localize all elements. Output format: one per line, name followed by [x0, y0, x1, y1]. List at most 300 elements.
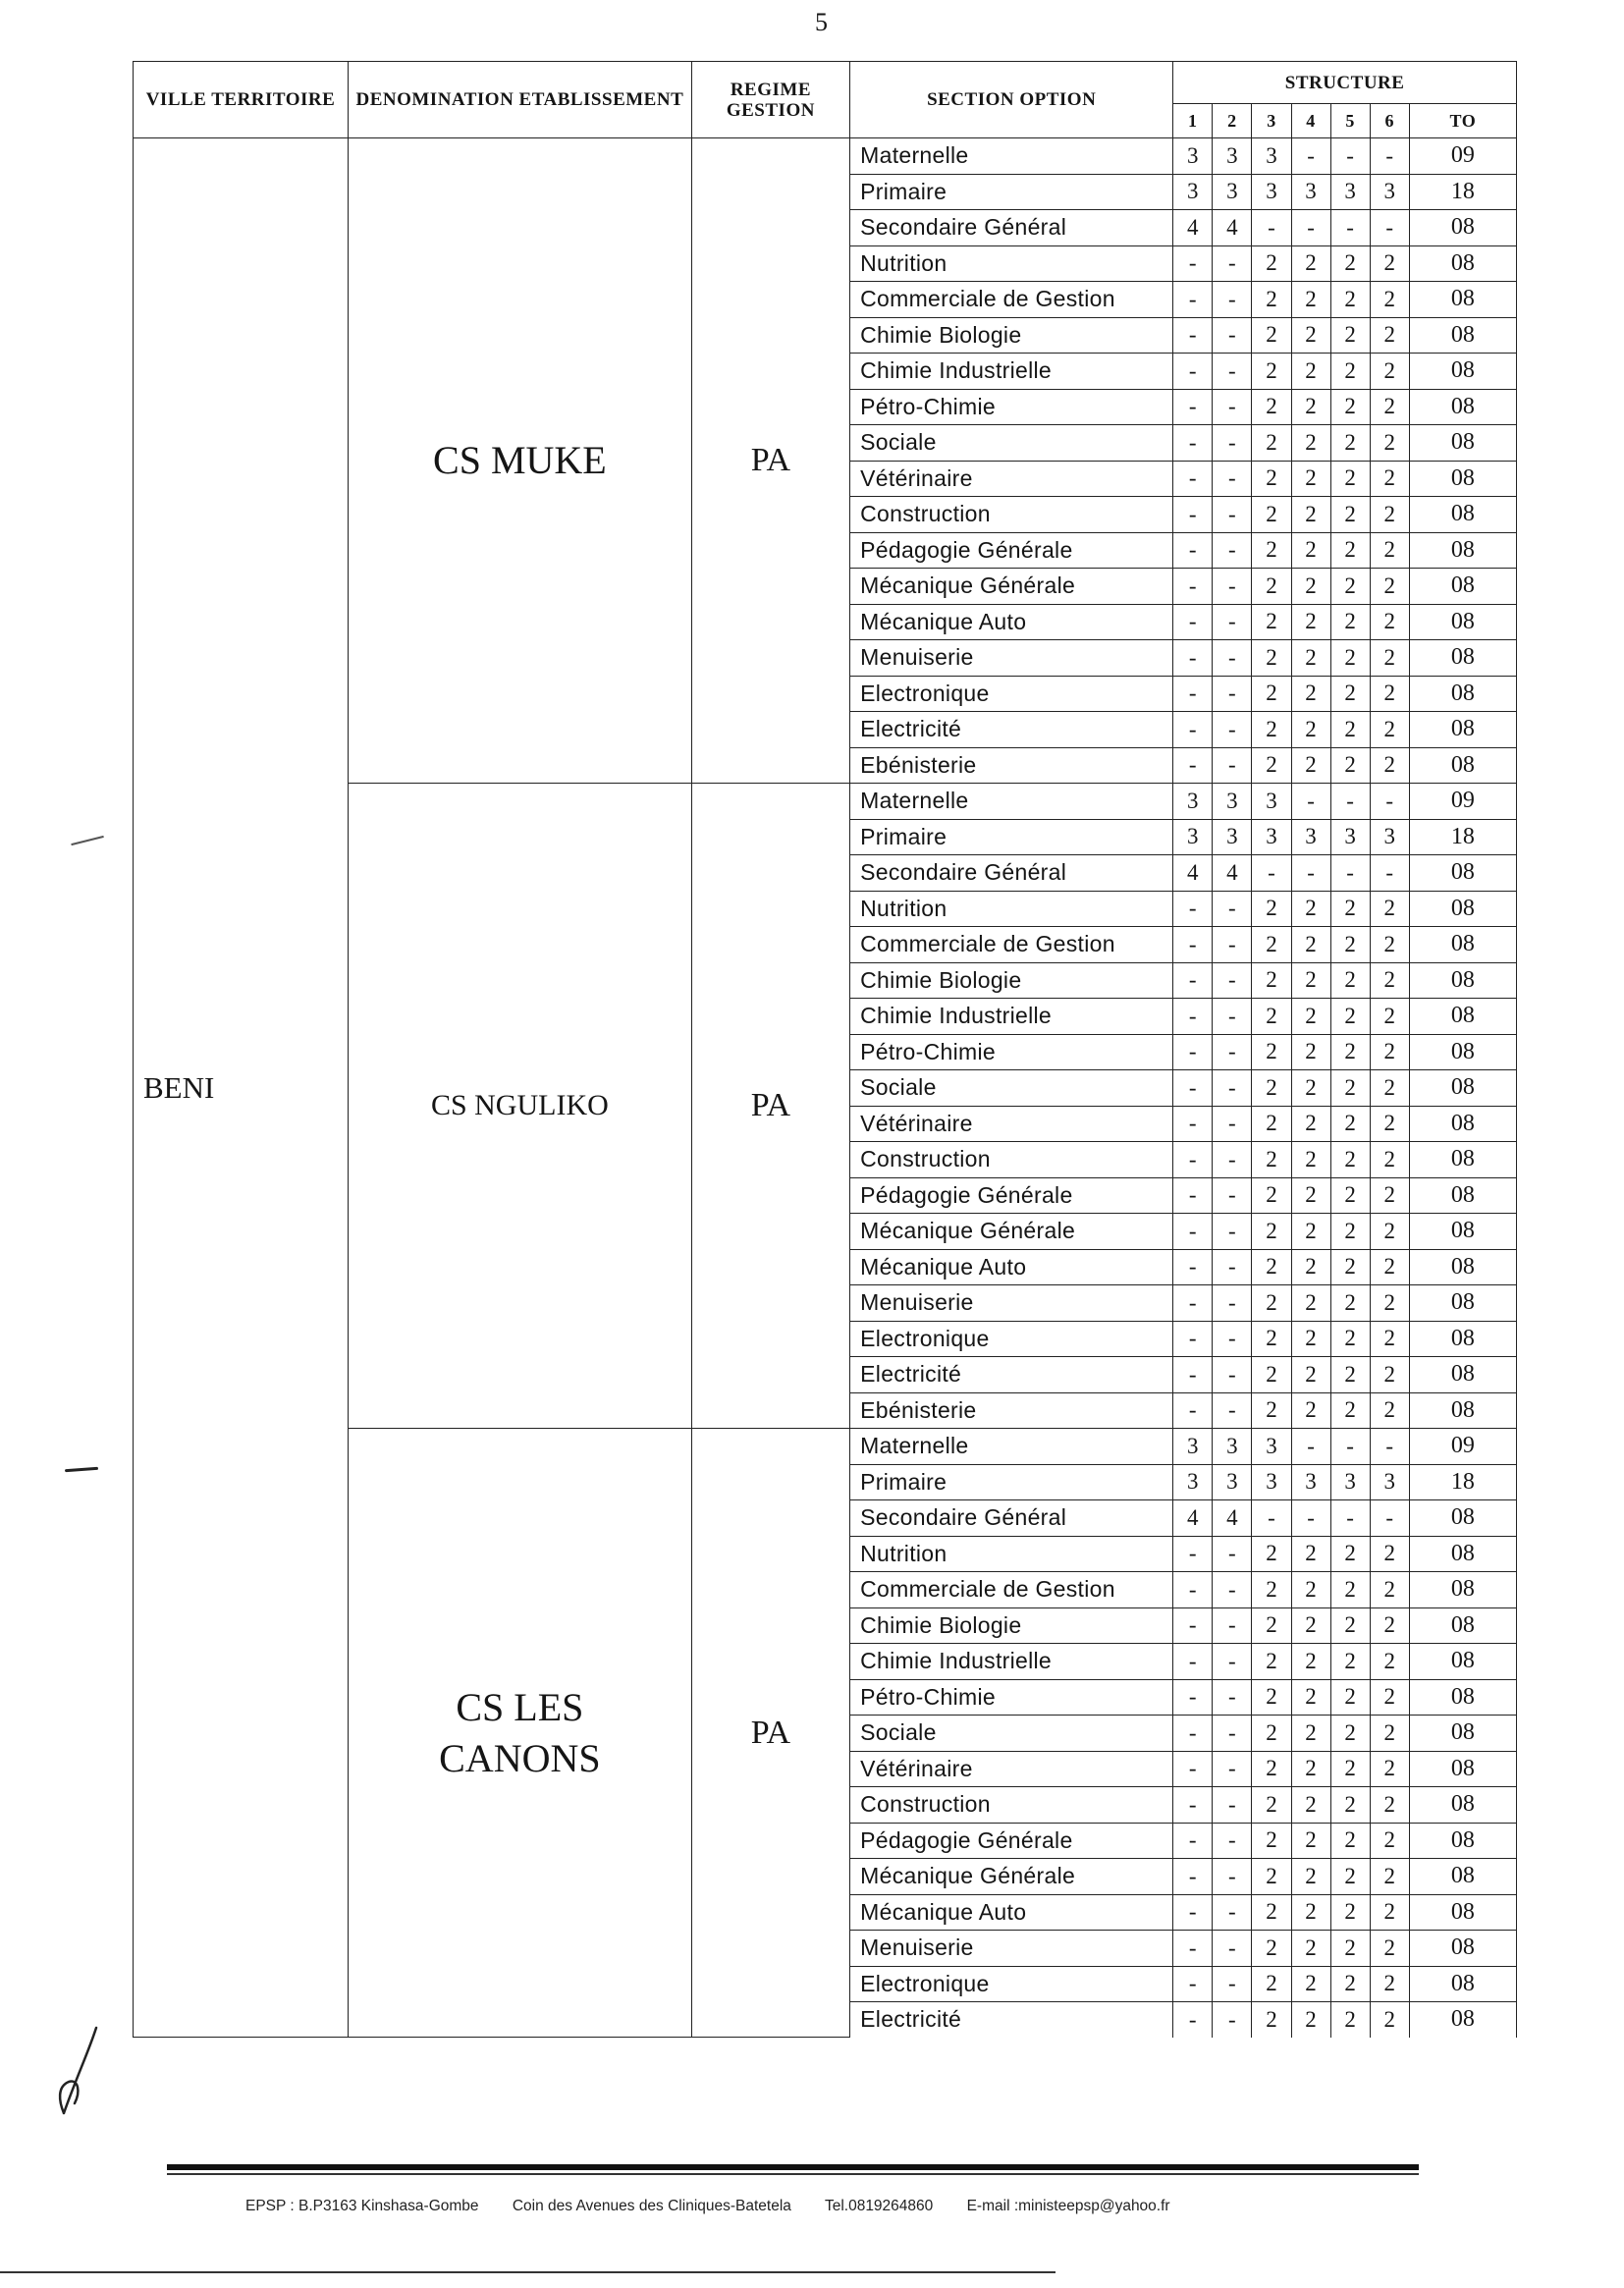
section-option-cell: Mécanique Générale: [850, 1859, 1173, 1895]
structure-cell: -: [1173, 640, 1213, 677]
structure-cell: 3: [1291, 819, 1330, 855]
total-cell: 08: [1409, 317, 1516, 354]
total-cell: 08: [1409, 1823, 1516, 1859]
structure-cell: 2: [1330, 712, 1370, 748]
total-cell: 08: [1409, 1644, 1516, 1680]
schools-structure-table: [133, 61, 1517, 2038]
section-option-cell: Mécanique Auto: [850, 1249, 1173, 1285]
structure-cell: 3: [1213, 1464, 1252, 1500]
structure-cell: 3: [1330, 819, 1370, 855]
structure-cell: -: [1213, 1249, 1252, 1285]
structure-cell: 2: [1252, 2002, 1291, 2038]
structure-cell: 3: [1291, 1464, 1330, 1500]
section-option-cell: Mécanique Générale: [850, 569, 1173, 605]
structure-cell: 3: [1173, 1429, 1213, 1465]
total-cell: 08: [1409, 1285, 1516, 1322]
section-option-cell: Chimie Biologie: [850, 962, 1173, 999]
section-option-cell: Pétro-Chimie: [850, 1679, 1173, 1716]
section-option-cell: Menuiserie: [850, 640, 1173, 677]
section-option-cell: Ebénisterie: [850, 1392, 1173, 1429]
structure-cell: 2: [1330, 1787, 1370, 1824]
structure-cell: -: [1213, 1214, 1252, 1250]
structure-cell: 3: [1252, 174, 1291, 210]
structure-cell: 2: [1252, 1106, 1291, 1142]
structure-cell: -: [1213, 1177, 1252, 1214]
structure-cell: -: [1173, 1392, 1213, 1429]
section-option-cell: Electronique: [850, 1966, 1173, 2002]
structure-cell: -: [1173, 1249, 1213, 1285]
structure-cell: -: [1213, 1285, 1252, 1322]
structure-cell: -: [1291, 210, 1330, 246]
structure-cell: -: [1173, 2002, 1213, 2038]
structure-cell: 2: [1330, 461, 1370, 497]
total-cell: 08: [1409, 1931, 1516, 1967]
structure-cell: 3: [1291, 174, 1330, 210]
structure-cell: 2: [1330, 532, 1370, 569]
section-option-cell: Sociale: [850, 1716, 1173, 1752]
structure-cell: -: [1173, 569, 1213, 605]
structure-cell: 2: [1330, 1142, 1370, 1178]
structure-cell: 2: [1291, 1572, 1330, 1608]
total-cell: 08: [1409, 999, 1516, 1035]
structure-cell: 2: [1330, 317, 1370, 354]
structure-cell: 2: [1370, 1285, 1409, 1322]
section-option-cell: Construction: [850, 1142, 1173, 1178]
section-option-cell: Secondaire Général: [850, 1500, 1173, 1537]
structure-cell: 2: [1291, 532, 1330, 569]
structure-cell: 4: [1213, 210, 1252, 246]
school-name-cell: [349, 784, 692, 1429]
header-ville-territoire: VILLE TERRITOIRE: [134, 62, 349, 138]
total-cell: 08: [1409, 1214, 1516, 1250]
structure-cell: 2: [1370, 1214, 1409, 1250]
structure-cell: 2: [1291, 1142, 1330, 1178]
structure-cell: -: [1173, 891, 1213, 927]
structure-cell: -: [1330, 210, 1370, 246]
structure-cell: 2: [1252, 1751, 1291, 1787]
structure-cell: 2: [1370, 1357, 1409, 1393]
structure-cell: 2: [1330, 1931, 1370, 1967]
structure-cell: 2: [1370, 676, 1409, 712]
structure-cell: 2: [1291, 461, 1330, 497]
structure-cell: 2: [1291, 1859, 1330, 1895]
structure-cell: 2: [1370, 1070, 1409, 1107]
structure-cell: 2: [1330, 1859, 1370, 1895]
total-cell: 08: [1409, 425, 1516, 462]
bottom-rule: [0, 2271, 1056, 2273]
structure-cell: 2: [1330, 354, 1370, 390]
structure-cell: 2: [1330, 282, 1370, 318]
total-cell: 18: [1409, 174, 1516, 210]
total-cell: 08: [1409, 891, 1516, 927]
structure-cell: 3: [1370, 174, 1409, 210]
structure-cell: 2: [1330, 497, 1370, 533]
structure-cell: -: [1173, 354, 1213, 390]
school-name-cell: [349, 1429, 692, 2038]
section-option-cell: Secondaire Général: [850, 210, 1173, 246]
total-cell: 08: [1409, 389, 1516, 425]
structure-cell: 2: [1252, 712, 1291, 748]
structure-cell: -: [1173, 1894, 1213, 1931]
structure-cell: -: [1213, 245, 1252, 282]
total-cell: 08: [1409, 640, 1516, 677]
total-cell: 08: [1409, 1142, 1516, 1178]
structure-cell: -: [1213, 497, 1252, 533]
total-cell: 08: [1409, 1787, 1516, 1824]
structure-cell: 2: [1291, 1931, 1330, 1967]
structure-cell: -: [1173, 497, 1213, 533]
structure-cell: -: [1330, 138, 1370, 175]
section-option-cell: Vétérinaire: [850, 461, 1173, 497]
structure-cell: 2: [1370, 927, 1409, 963]
structure-cell: 2: [1370, 389, 1409, 425]
structure-cell: -: [1173, 1536, 1213, 1572]
structure-cell: 2: [1370, 497, 1409, 533]
structure-cell: 3: [1173, 819, 1213, 855]
total-cell: 08: [1409, 1500, 1516, 1537]
structure-cell: -: [1173, 461, 1213, 497]
structure-cell: 2: [1291, 317, 1330, 354]
total-cell: 08: [1409, 569, 1516, 605]
structure-cell: 2: [1330, 747, 1370, 784]
structure-cell: 2: [1330, 1214, 1370, 1250]
header-structure-total: TO: [1409, 104, 1516, 138]
structure-cell: 3: [1330, 174, 1370, 210]
section-option-cell: Commerciale de Gestion: [850, 282, 1173, 318]
structure-cell: 3: [1252, 784, 1291, 820]
section-option-cell: Menuiserie: [850, 1931, 1173, 1967]
section-option-cell: Chimie Industrielle: [850, 1644, 1173, 1680]
structure-cell: 3: [1213, 1429, 1252, 1465]
structure-cell: -: [1213, 640, 1252, 677]
school-name-line: CS LES: [456, 1684, 584, 1729]
structure-cell: 2: [1252, 389, 1291, 425]
structure-cell: 3: [1173, 174, 1213, 210]
structure-cell: -: [1173, 1572, 1213, 1608]
structure-cell: 2: [1330, 425, 1370, 462]
structure-cell: -: [1173, 1607, 1213, 1644]
section-option-cell: Nutrition: [850, 1536, 1173, 1572]
structure-cell: -: [1213, 1607, 1252, 1644]
structure-cell: 2: [1252, 604, 1291, 640]
structure-cell: -: [1213, 425, 1252, 462]
structure-cell: -: [1213, 317, 1252, 354]
structure-cell: -: [1173, 1931, 1213, 1967]
structure-cell: -: [1291, 784, 1330, 820]
section-option-cell: Construction: [850, 497, 1173, 533]
section-option-cell: Electronique: [850, 676, 1173, 712]
structure-cell: -: [1173, 1214, 1213, 1250]
footer: [245, 2198, 1345, 2215]
structure-cell: 2: [1370, 1177, 1409, 1214]
structure-cell: 2: [1370, 962, 1409, 999]
structure-cell: 3: [1252, 1464, 1291, 1500]
structure-cell: 2: [1370, 604, 1409, 640]
structure-cell: 2: [1330, 1679, 1370, 1716]
structure-cell: 2: [1330, 927, 1370, 963]
structure-cell: -: [1213, 891, 1252, 927]
structure-cell: 2: [1370, 1572, 1409, 1608]
structure-cell: -: [1173, 282, 1213, 318]
structure-cell: -: [1213, 1142, 1252, 1178]
structure-cell: 2: [1330, 1106, 1370, 1142]
structure-cell: -: [1173, 1644, 1213, 1680]
structure-cell: 2: [1252, 569, 1291, 605]
structure-cell: 2: [1330, 1894, 1370, 1931]
structure-cell: -: [1370, 1500, 1409, 1537]
structure-cell: -: [1173, 245, 1213, 282]
section-option-cell: Sociale: [850, 425, 1173, 462]
structure-cell: 2: [1252, 461, 1291, 497]
structure-cell: -: [1291, 855, 1330, 892]
structure-cell: 3: [1252, 819, 1291, 855]
structure-cell: 2: [1370, 1716, 1409, 1752]
structure-cell: 2: [1252, 1070, 1291, 1107]
structure-cell: -: [1370, 210, 1409, 246]
structure-cell: -: [1173, 747, 1213, 784]
structure-cell: -: [1252, 210, 1291, 246]
structure-cell: 2: [1370, 747, 1409, 784]
structure-cell: 2: [1252, 1536, 1291, 1572]
total-cell: 08: [1409, 1716, 1516, 1752]
total-cell: 09: [1409, 1429, 1516, 1465]
structure-cell: 2: [1291, 1357, 1330, 1393]
structure-cell: -: [1370, 138, 1409, 175]
section-option-cell: Electricité: [850, 2002, 1173, 2038]
structure-cell: -: [1173, 1823, 1213, 1859]
total-cell: 08: [1409, 1392, 1516, 1429]
total-cell: 09: [1409, 138, 1516, 175]
section-option-cell: Menuiserie: [850, 1285, 1173, 1322]
structure-cell: 2: [1291, 497, 1330, 533]
structure-cell: 2: [1252, 891, 1291, 927]
structure-cell: 2: [1370, 1644, 1409, 1680]
structure-cell: 2: [1252, 532, 1291, 569]
header-structure-col: 3: [1252, 104, 1291, 138]
structure-cell: 2: [1291, 1392, 1330, 1429]
total-cell: 08: [1409, 1679, 1516, 1716]
structure-cell: 2: [1370, 1607, 1409, 1644]
structure-cell: -: [1213, 354, 1252, 390]
structure-cell: 3: [1213, 784, 1252, 820]
structure-cell: 2: [1330, 245, 1370, 282]
structure-cell: 2: [1291, 1751, 1330, 1787]
school-name-line: CANONS: [439, 1735, 601, 1780]
structure-cell: 2: [1330, 1644, 1370, 1680]
regime-cell: PA: [691, 784, 849, 1429]
structure-cell: 2: [1252, 245, 1291, 282]
structure-cell: 2: [1330, 1034, 1370, 1070]
total-cell: 08: [1409, 532, 1516, 569]
structure-cell: 2: [1252, 354, 1291, 390]
structure-cell: 2: [1370, 1321, 1409, 1357]
structure-cell: -: [1213, 676, 1252, 712]
structure-cell: 2: [1330, 1177, 1370, 1214]
structure-cell: -: [1173, 389, 1213, 425]
structure-cell: 2: [1252, 640, 1291, 677]
structure-cell: 2: [1330, 604, 1370, 640]
total-cell: 08: [1409, 1751, 1516, 1787]
structure-cell: 2: [1291, 927, 1330, 963]
header-regime-gestion: REGIME GESTION: [691, 62, 849, 138]
structure-cell: 2: [1370, 1966, 1409, 2002]
structure-cell: 2: [1252, 1607, 1291, 1644]
total-cell: 08: [1409, 245, 1516, 282]
structure-cell: 4: [1213, 1500, 1252, 1537]
structure-cell: -: [1173, 1177, 1213, 1214]
structure-cell: -: [1213, 1572, 1252, 1608]
structure-cell: 2: [1252, 1894, 1291, 1931]
structure-cell: 2: [1291, 389, 1330, 425]
total-cell: 08: [1409, 676, 1516, 712]
structure-cell: 4: [1173, 210, 1213, 246]
total-cell: 18: [1409, 1464, 1516, 1500]
structure-cell: 3: [1173, 138, 1213, 175]
structure-cell: 2: [1291, 354, 1330, 390]
structure-cell: 2: [1291, 1607, 1330, 1644]
structure-cell: -: [1173, 999, 1213, 1035]
section-option-cell: Chimie Biologie: [850, 317, 1173, 354]
section-option-cell: Sociale: [850, 1070, 1173, 1107]
structure-cell: 2: [1291, 999, 1330, 1035]
total-cell: 08: [1409, 604, 1516, 640]
total-cell: 08: [1409, 927, 1516, 963]
structure-cell: 2: [1370, 1679, 1409, 1716]
header-structure-col: 4: [1291, 104, 1330, 138]
total-cell: 08: [1409, 210, 1516, 246]
header-structure-col: 5: [1330, 104, 1370, 138]
structure-cell: 2: [1252, 1142, 1291, 1178]
structure-cell: 2: [1291, 747, 1330, 784]
structure-cell: -: [1213, 1787, 1252, 1824]
structure-cell: 2: [1252, 1321, 1291, 1357]
section-option-cell: Pédagogie Générale: [850, 532, 1173, 569]
total-cell: 08: [1409, 2002, 1516, 2038]
structure-cell: -: [1173, 1859, 1213, 1895]
structure-cell: -: [1291, 1429, 1330, 1465]
section-option-cell: Primaire: [850, 1464, 1173, 1500]
structure-cell: 2: [1291, 962, 1330, 999]
structure-cell: -: [1213, 389, 1252, 425]
structure-cell: -: [1370, 1429, 1409, 1465]
structure-cell: 2: [1252, 747, 1291, 784]
structure-cell: 2: [1252, 1859, 1291, 1895]
structure-cell: 2: [1330, 1392, 1370, 1429]
structure-cell: -: [1173, 425, 1213, 462]
section-option-cell: Secondaire Général: [850, 855, 1173, 892]
section-option-cell: Pédagogie Générale: [850, 1823, 1173, 1859]
structure-cell: 2: [1291, 1894, 1330, 1931]
scan-mark: [71, 836, 103, 845]
structure-cell: 2: [1370, 1536, 1409, 1572]
structure-cell: 2: [1291, 712, 1330, 748]
footer-rule-thin: [167, 2173, 1419, 2175]
structure-cell: -: [1213, 1859, 1252, 1895]
structure-cell: -: [1173, 1285, 1213, 1322]
school-name-cell: [349, 138, 692, 784]
structure-cell: 2: [1330, 1572, 1370, 1608]
structure-cell: 2: [1291, 1716, 1330, 1752]
structure-cell: 2: [1370, 354, 1409, 390]
structure-cell: 2: [1330, 1357, 1370, 1393]
structure-cell: 2: [1291, 1644, 1330, 1680]
section-option-cell: Primaire: [850, 819, 1173, 855]
structure-cell: 2: [1291, 425, 1330, 462]
header-structure-col: 6: [1370, 104, 1409, 138]
structure-cell: 2: [1370, 1823, 1409, 1859]
structure-cell: 2: [1291, 1249, 1330, 1285]
structure-cell: -: [1213, 1106, 1252, 1142]
structure-cell: 2: [1370, 532, 1409, 569]
section-option-cell: Mécanique Auto: [850, 1894, 1173, 1931]
structure-cell: 2: [1330, 676, 1370, 712]
section-option-cell: Electricité: [850, 1357, 1173, 1393]
total-cell: 18: [1409, 819, 1516, 855]
structure-cell: 4: [1173, 1500, 1213, 1537]
total-cell: 08: [1409, 1106, 1516, 1142]
structure-cell: 2: [1370, 282, 1409, 318]
section-option-cell: Ebénisterie: [850, 747, 1173, 784]
structure-cell: 2: [1291, 1679, 1330, 1716]
structure-cell: 2: [1252, 999, 1291, 1035]
total-cell: 08: [1409, 747, 1516, 784]
structure-cell: 2: [1291, 1214, 1330, 1250]
structure-cell: 2: [1330, 1321, 1370, 1357]
footer-email: E-mail :ministeepsp@yahoo.fr: [966, 2198, 1170, 2214]
structure-cell: 2: [1330, 891, 1370, 927]
total-cell: 08: [1409, 282, 1516, 318]
structure-cell: 2: [1370, 317, 1409, 354]
structure-cell: -: [1173, 604, 1213, 640]
structure-cell: -: [1213, 569, 1252, 605]
total-cell: 08: [1409, 461, 1516, 497]
structure-cell: -: [1213, 1679, 1252, 1716]
structure-cell: -: [1291, 138, 1330, 175]
section-option-cell: Vétérinaire: [850, 1106, 1173, 1142]
total-cell: 08: [1409, 1321, 1516, 1357]
structure-cell: 2: [1252, 1644, 1291, 1680]
structure-cell: 2: [1370, 569, 1409, 605]
section-option-cell: Maternelle: [850, 138, 1173, 175]
structure-cell: 2: [1330, 1966, 1370, 2002]
structure-cell: -: [1213, 1823, 1252, 1859]
structure-cell: 2: [1330, 1751, 1370, 1787]
total-cell: 08: [1409, 1070, 1516, 1107]
total-cell: 08: [1409, 1536, 1516, 1572]
structure-cell: -: [1173, 962, 1213, 999]
total-cell: 08: [1409, 1034, 1516, 1070]
structure-cell: -: [1252, 1500, 1291, 1537]
structure-cell: 4: [1173, 855, 1213, 892]
total-cell: 08: [1409, 1572, 1516, 1608]
structure-cell: 2: [1330, 1536, 1370, 1572]
structure-cell: 2: [1370, 1787, 1409, 1824]
section-option-cell: Vétérinaire: [850, 1751, 1173, 1787]
footer-location: Coin des Avenues des Cliniques-Batetela: [512, 2198, 791, 2214]
structure-cell: 2: [1291, 245, 1330, 282]
structure-cell: 2: [1370, 1859, 1409, 1895]
school-name-line: CS NGULIKO: [430, 1089, 609, 1121]
total-cell: 08: [1409, 497, 1516, 533]
structure-cell: -: [1330, 1429, 1370, 1465]
structure-cell: -: [1173, 317, 1213, 354]
structure-cell: -: [1213, 1894, 1252, 1931]
structure-cell: -: [1291, 1500, 1330, 1537]
structure-cell: 2: [1330, 1070, 1370, 1107]
structure-cell: 2: [1252, 1357, 1291, 1393]
structure-cell: -: [1213, 282, 1252, 318]
total-cell: 08: [1409, 354, 1516, 390]
